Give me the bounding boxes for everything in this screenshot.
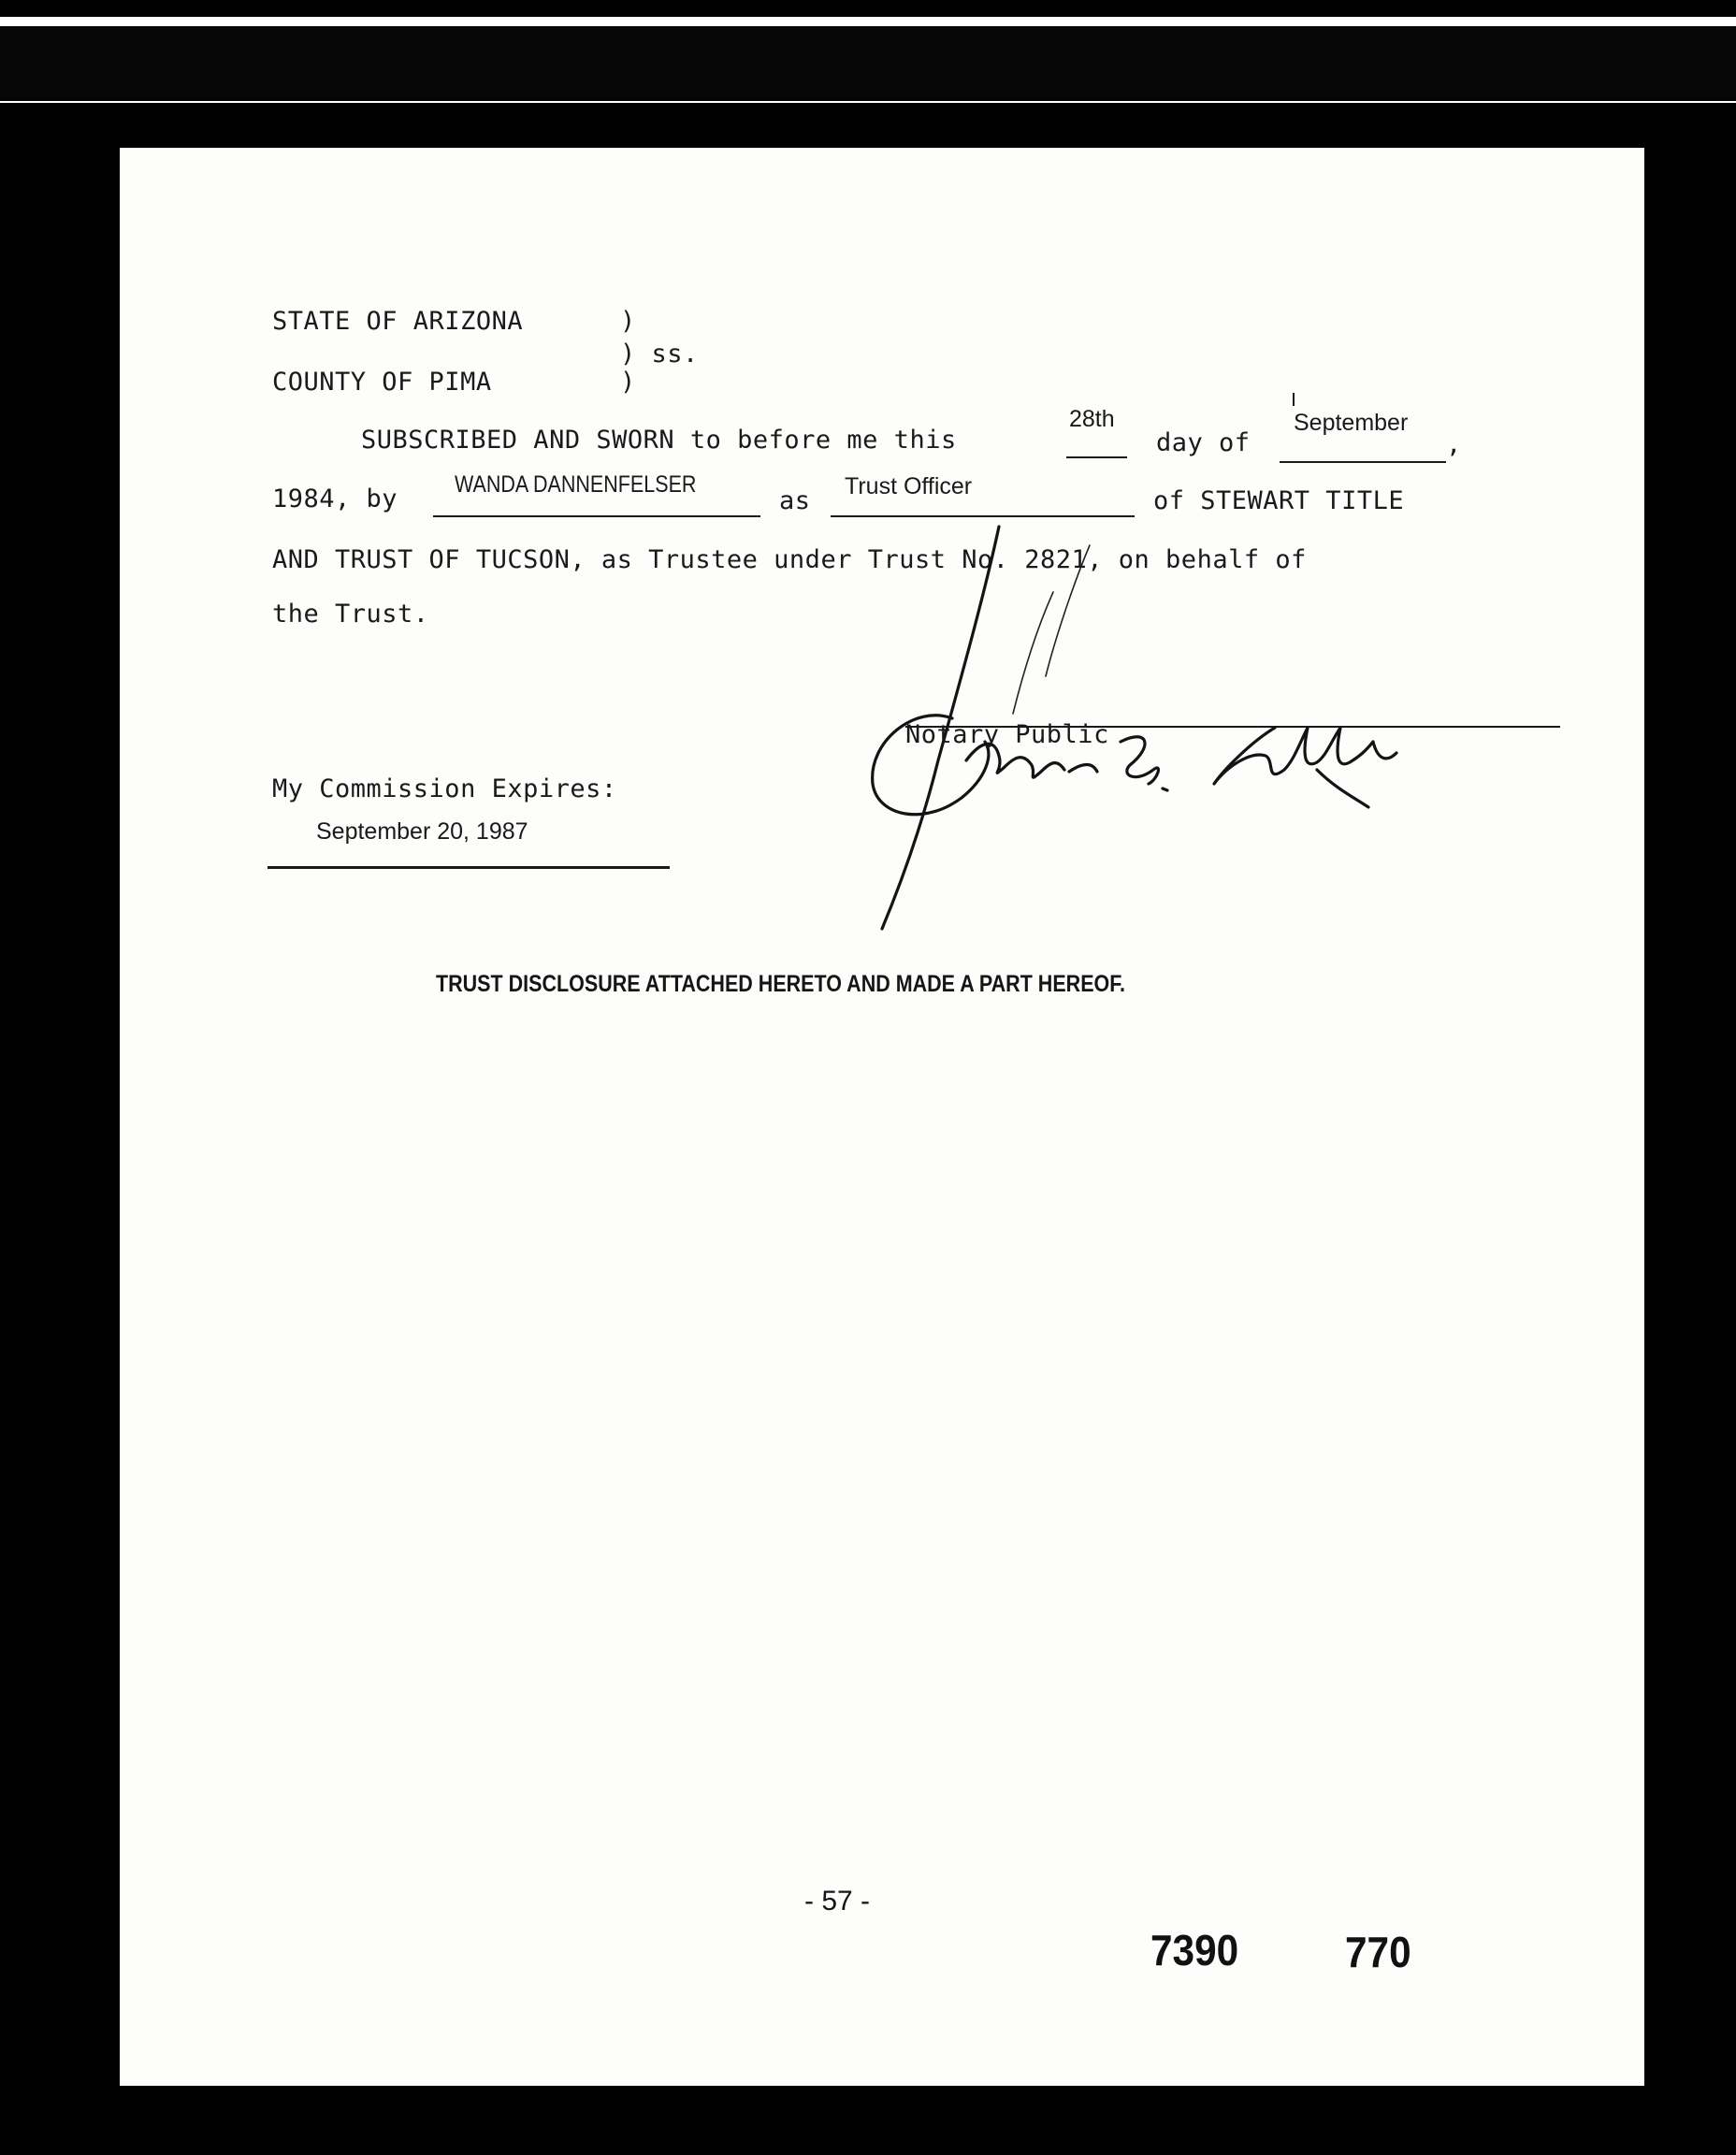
venue-county: COUNTY OF PIMA: [272, 368, 492, 397]
stamp-page: 770: [1345, 1928, 1411, 1976]
jurat-line1: SUBSCRIBED AND SWORN to before me this: [361, 426, 957, 455]
document-page: [120, 148, 1644, 2086]
name-underline: [433, 515, 760, 517]
jurat-day-value: 28th: [1069, 406, 1115, 432]
jurat-day-of: day of: [1156, 428, 1251, 457]
notary-signature: [812, 517, 1485, 966]
jurat-line4: the Trust.: [272, 600, 429, 629]
venue-paren-top: ): [620, 307, 636, 336]
jurat-line3: AND TRUST OF TUCSON, as Trustee under Trust No. 2821, on behalf of: [272, 545, 1307, 574]
jurat-title-value: Trust Officer: [845, 473, 973, 499]
trust-disclosure-statement: TRUST DISCLOSURE ATTACHED HERETO AND MADE A PART HEREOF.: [436, 971, 1125, 997]
notary-label: Notary Public: [905, 720, 1109, 749]
tick-mark: [1293, 393, 1295, 406]
commission-date: September 20, 1987: [316, 818, 528, 845]
venue-paren-bottom: ): [620, 368, 636, 397]
jurat-name-value: WANDA DANNENFELSER: [455, 471, 697, 498]
venue-ss: ) ss.: [620, 340, 699, 369]
commission-label: My Commission Expires:: [272, 774, 617, 803]
venue-state: STATE OF ARIZONA: [272, 307, 524, 336]
stamp-docket: 7390: [1150, 1926, 1239, 1974]
scan-top-shadow: [0, 26, 1736, 101]
day-underline: [1066, 456, 1127, 458]
month-underline: [1280, 461, 1446, 463]
jurat-month-value: September: [1294, 410, 1409, 436]
jurat-year-by: 1984, by: [272, 485, 398, 513]
commission-underline: [268, 866, 670, 869]
jurat-of-company: of STEWART TITLE: [1153, 486, 1405, 515]
jurat-comma: ,: [1446, 430, 1462, 459]
page-number: - 57 -: [804, 1886, 871, 1916]
jurat-as: as: [779, 486, 811, 515]
